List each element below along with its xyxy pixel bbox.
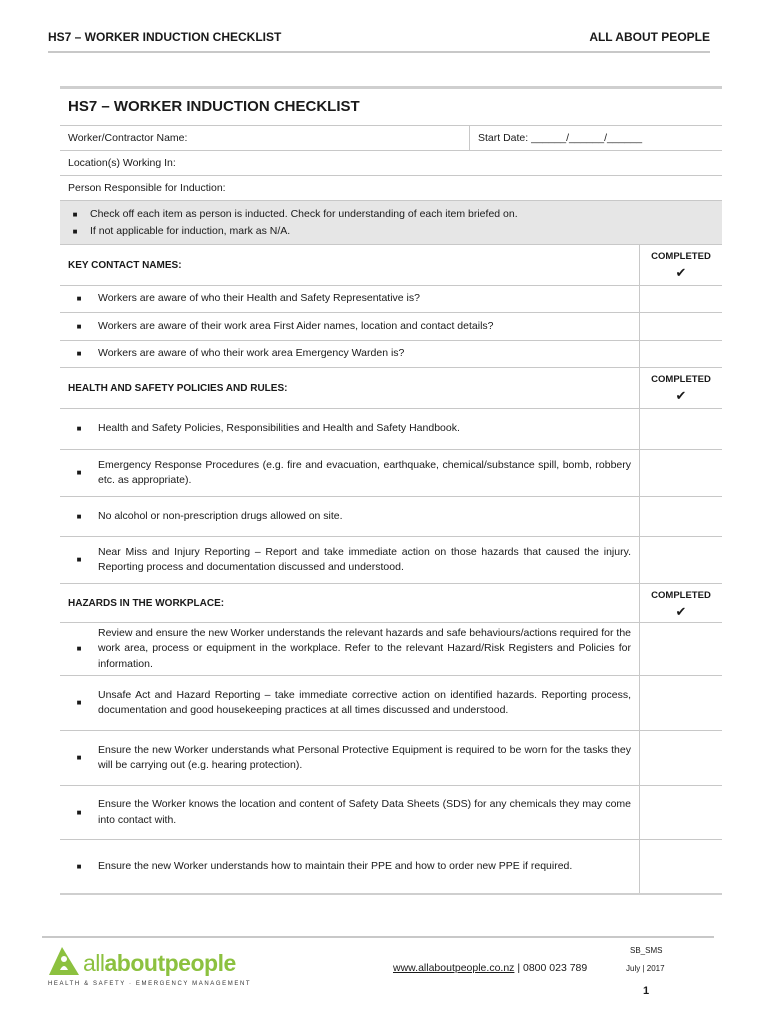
responsible-person-field[interactable]: Person Responsible for Induction:: [68, 182, 226, 194]
header-title: HS7 – WORKER INDUCTION CHECKLIST: [48, 30, 282, 44]
section-title: HEALTH AND SAFETY POLICIES AND RULES:: [68, 382, 288, 394]
location-row: [60, 151, 722, 176]
bullet-icon: ■: [76, 753, 82, 763]
completed-checkbox[interactable]: [639, 409, 722, 449]
completed-checkbox[interactable]: [639, 341, 722, 367]
footer-contact: [393, 962, 587, 974]
list-item: ■ Workers are aware of who their work area Emergency Warden is?: [60, 341, 722, 368]
list-item: ■ Review and ensure the new Worker understands the relevant hazards and safe behaviours/actions required for the work area, process or equipment in the workplace. Refer to the relevant Hazard/Risk Registers and Policies for information.: [60, 623, 722, 676]
start-date-field[interactable]: Start Date: ______/______/______: [469, 126, 722, 150]
completed-checkbox[interactable]: [639, 623, 722, 675]
bullet-icon: ■: [72, 227, 78, 236]
checkmark-icon: ✔: [675, 388, 687, 403]
section-key-contacts: [60, 245, 722, 286]
logo-mark-icon: [48, 946, 80, 976]
bullet-icon: ■: [76, 321, 82, 331]
list-item: ■ Emergency Response Procedures (e.g. fire and evacuation, earthquake, chemical/substance spill, bomb, robbery etc. as appropriate).: [60, 450, 722, 497]
section-title: HAZARDS IN THE WORKPLACE:: [68, 597, 225, 609]
section-title: KEY CONTACT NAMES:: [68, 259, 182, 271]
bullet-icon: ■: [76, 511, 82, 521]
completed-checkbox[interactable]: [639, 313, 722, 340]
list-item: ■ Near Miss and Injury Reporting – Report and take immediate action on those hazards that caused the injury. Reporting process and documentation discussed and understood.: [60, 537, 722, 584]
document-date: July | 2017: [626, 964, 665, 973]
responsible-row: [60, 176, 722, 201]
completed-column-header: COMPLETED ✔: [639, 368, 722, 408]
checkmark-icon: ✔: [675, 265, 687, 280]
checkmark-icon: ✔: [675, 604, 687, 619]
bullet-icon: ■: [72, 210, 78, 219]
phone-number: | 0800 023 789: [514, 962, 588, 974]
footer-divider: [42, 936, 714, 938]
completed-column-header: COMPLETED ✔: [639, 245, 722, 285]
bullet-icon: ■: [76, 555, 82, 565]
bullet-icon: ■: [76, 424, 82, 434]
page-header: [48, 30, 710, 50]
bullet-icon: ■: [76, 349, 82, 359]
bullet-icon: ■: [76, 468, 82, 478]
worker-row: [60, 126, 722, 151]
list-item: ■ Health and Safety Policies, Responsibilities and Health and Safety Handbook.: [60, 409, 722, 450]
completed-checkbox[interactable]: [639, 450, 722, 496]
table-bottom-rule: [60, 893, 722, 895]
list-item: ■ Ensure the Worker knows the location and content of Safety Data Sheets (SDS) for any chemicals they may come into contact with.: [60, 786, 722, 840]
list-item: ■ No alcohol or non-prescription drugs allowed on site.: [60, 497, 722, 537]
worker-name-field[interactable]: Worker/Contractor Name:: [68, 132, 188, 144]
list-item: ■ Ensure the new Worker understands how to maintain their PPE and how to order new PPE if required.: [60, 840, 722, 893]
list-item: ■ Ensure the new Worker understands what Personal Protective Equipment is required to be worn for the tasks they will be carrying out (e.g. hearing protection).: [60, 731, 722, 786]
location-field[interactable]: Location(s) Working In:: [68, 157, 176, 169]
completed-checkbox[interactable]: [639, 286, 722, 312]
list-item: ■ Workers are aware of their work area First Aider names, location and contact details?: [60, 313, 722, 341]
completed-column-header: COMPLETED ✔: [639, 584, 722, 622]
completed-checkbox[interactable]: [639, 497, 722, 536]
logo-tagline: HEALTH & SAFETY · EMERGENCY MANAGEMENT: [48, 981, 252, 987]
instructions-box: [60, 201, 722, 245]
completed-checkbox[interactable]: [639, 676, 722, 730]
form-title: HS7 – WORKER INDUCTION CHECKLIST: [60, 89, 722, 126]
checklist-form: [60, 86, 722, 895]
completed-checkbox[interactable]: [639, 537, 722, 583]
bullet-icon: ■: [76, 294, 82, 304]
header-company: ALL ABOUT PEOPLE: [589, 30, 710, 44]
completed-checkbox[interactable]: [639, 786, 722, 839]
instruction-item: ■ If not applicable for induction, mark as N/A.: [60, 223, 722, 240]
bullet-icon: ■: [76, 861, 82, 871]
website-link[interactable]: www.allaboutpeople.co.nz: [393, 962, 515, 974]
completed-checkbox[interactable]: [639, 840, 722, 893]
document-code: SB_SMS: [630, 946, 663, 955]
logo-wordmark: allaboutpeople: [83, 950, 236, 976]
instruction-item: ■ Check off each item as person is inducted. Check for understanding of each item briefed on.: [60, 206, 722, 223]
header-divider: [48, 51, 710, 53]
list-item: ■ Unsafe Act and Hazard Reporting – take immediate corrective action on identified hazards. Reporting process, documentation and good housekeeping practices at all times discussed and understood.: [60, 676, 722, 731]
bullet-icon: ■: [76, 807, 82, 817]
section-policies: [60, 368, 722, 409]
page-number: 1: [643, 985, 650, 997]
section-hazards: [60, 584, 722, 623]
bullet-icon: ■: [76, 644, 82, 654]
completed-checkbox[interactable]: [639, 731, 722, 785]
list-item: ■ Workers are aware of who their Health and Safety Representative is?: [60, 286, 722, 313]
bullet-icon: ■: [76, 698, 82, 708]
